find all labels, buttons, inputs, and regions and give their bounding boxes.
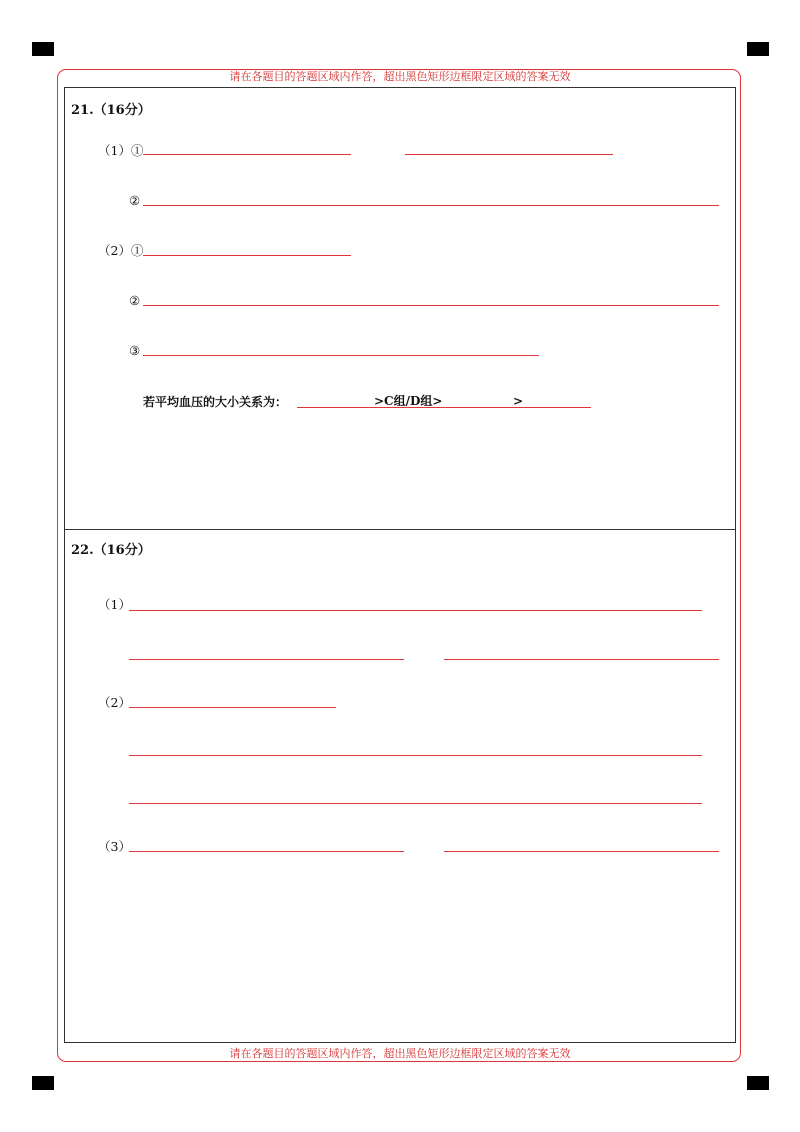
alignment-marker-top-right: [747, 42, 769, 56]
q22-part3-label: （3）: [98, 839, 131, 854]
q21-part2-sub3-blank[interactable]: [143, 355, 539, 356]
q21-part2-sub3-label: ③: [129, 343, 141, 358]
q22-part2-blank-c[interactable]: [129, 803, 702, 804]
q21-part1-blank-b[interactable]: [405, 154, 613, 155]
question-22-box: [64, 529, 736, 1043]
q21-part1-blank-a[interactable]: [143, 154, 351, 155]
q22-part1-blank-b[interactable]: [129, 659, 404, 660]
q21-part1-sub2-label: ②: [129, 193, 141, 208]
q21-bp-label: 若平均血压的大小关系为：: [143, 395, 288, 409]
q21-bp-middle-text: >C组/D组>: [374, 394, 443, 408]
top-notice: 请在各题目的答题区域内作答，超出黑色矩形边框限定区域的答案无效: [229, 70, 571, 83]
q22-part1-label: （1）: [98, 597, 131, 612]
q22-part1-blank-c[interactable]: [444, 659, 719, 660]
q21-bp-gt-text: >: [513, 394, 524, 408]
q21-part1-label: （1）①: [98, 143, 144, 158]
q21-part2-sub2-label: ②: [129, 293, 141, 308]
alignment-marker-top-left: [32, 42, 54, 56]
q22-part2-blank-a[interactable]: [129, 707, 336, 708]
alignment-marker-bottom-right: [747, 1076, 769, 1090]
q21-part2-sub1-blank[interactable]: [143, 255, 351, 256]
q22-part3-blank-a[interactable]: [129, 851, 404, 852]
q22-part2-blank-b[interactable]: [129, 755, 702, 756]
q21-bp-blank-line[interactable]: [297, 407, 591, 408]
q21-part2-label: （2）①: [98, 243, 144, 258]
q21-part2-sub2-blank[interactable]: [143, 305, 719, 306]
q21-part1-sub2-blank[interactable]: [143, 205, 719, 206]
q22-part1-blank-a[interactable]: [129, 610, 702, 611]
question-22-title: 22.（16分）: [71, 543, 151, 558]
alignment-marker-bottom-left: [32, 1076, 54, 1090]
q22-part3-blank-b[interactable]: [444, 851, 719, 852]
q22-part2-label: （2）: [98, 695, 131, 710]
question-21-title: 21.（16分）: [71, 103, 151, 118]
bottom-notice: 请在各题目的答题区域内作答，超出黑色矩形边框限定区域的答案无效: [229, 1047, 571, 1060]
